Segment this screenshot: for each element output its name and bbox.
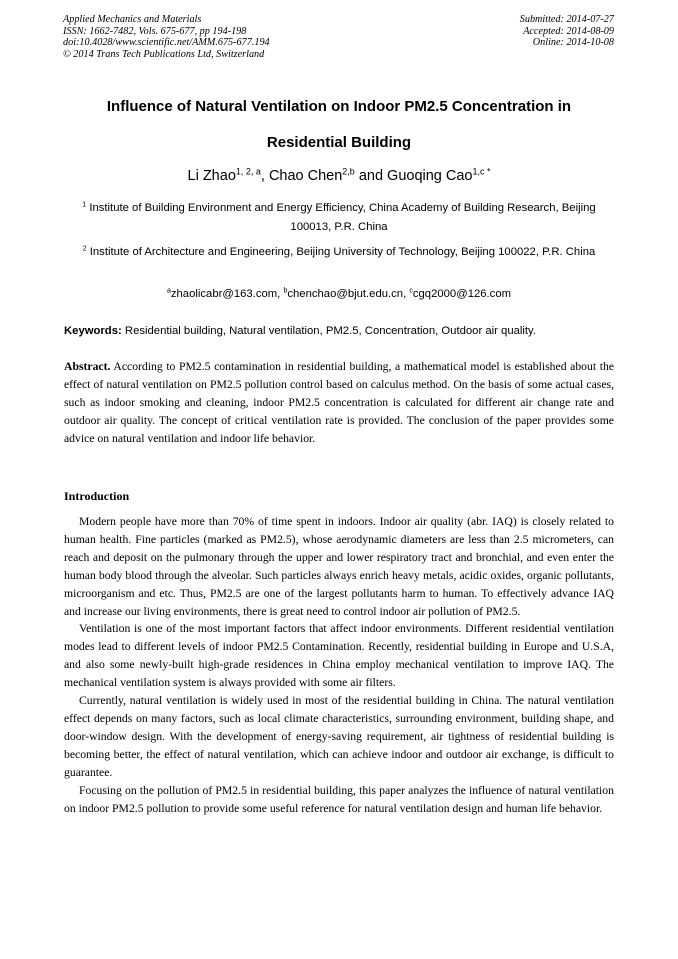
affiliation-2	[64, 243, 614, 262]
abstract-label: Abstract.	[64, 360, 111, 373]
paper-title	[40, 89, 638, 161]
affiliation-number: 1	[82, 201, 87, 209]
email-mark: b	[283, 287, 288, 295]
author-name: Li Zhao	[187, 168, 236, 184]
author-affiliation-mark: 2,b	[342, 166, 355, 177]
email-address: zhaolicabr@163.com,	[170, 288, 284, 300]
author-affiliation-mark: 1,c *	[472, 166, 491, 177]
email-address: chenchao@bjut.edu.cn,	[287, 288, 410, 300]
email-address: cgq2000@126.com	[412, 288, 512, 300]
affiliation-1	[64, 199, 614, 237]
abstract-paragraph	[64, 358, 614, 448]
email-mark: c	[409, 287, 413, 295]
email-mark: a	[166, 287, 171, 295]
author-list	[40, 167, 638, 185]
keywords-text: Residential building, Natural ventilation, PM2.5, Concentration, Outdoor air quality.	[121, 325, 536, 337]
paragraph: Modern people have more than 70% of time spent in indoors. Indoor air quality (abr. IAQ) is closely related to human health. Fine particles (marked as PM2.5), whose aerodynamic diameters are less than 2.5 micrometers, can reach and deposit on the pulmonary through the upper and lower respiratory tract and bronchial, and even enter the human body blood through the alveolar. Such particles always enrich heavy metals, acidic oxides, organic pollutants, microorganism and etc. Thus, PM2.5 are one of the largest pollutants harm to human. To effectively advance IAQ and increase our living environments, there is great need to control indoor air pollution of PM2.5.	[64, 515, 614, 618]
paragraph: Ventilation is one of the most important factors that affect indoor environments. Different residential ventilation modes lead to different levels of indoor PM2.5 Contamination. Recently, residential building in Europe and U.S.A, and also some newly-built high-grade residences in China employ mechanical ventilation to improve IAQ. The mechanical ventilation system is always provided with some air filters.	[64, 622, 614, 690]
affiliation-number: 2	[82, 245, 87, 253]
doi-line: doi:10.4028/www.scientific.net/AMM.675-677.194	[63, 37, 270, 49]
title-line-1: Influence of Natural Ventilation on Indoor PM2.5 Concentration in	[106, 98, 572, 115]
journal-header	[63, 14, 270, 60]
copyright-line: © 2014 Trans Tech Publications Ltd, Switzerland	[63, 48, 265, 60]
abstract-text: According to PM2.5 contamination in residential building, a mathematical model is established about the effect of natural ventilation on PM2.5 pollution control based on calculus method. On the basis of some actual cases, such as indoor smoking and cleaning, indoor PM2.5 concentration is calculated for different air change rate and outdoor air quality. The concept of critical ventilation rate is provided. The conclusion of the paper provides some advice on natural ventilation and indoor life behavior.	[64, 360, 614, 445]
affiliation-text: Institute of Building Environment and Energy Efficiency, China Academy of Building Research, Beijing 100013, P.R. China	[86, 202, 596, 233]
issn-line: ISSN: 1662-7482, Vols. 675-677, pp 194-198	[63, 25, 247, 37]
author-affiliation-mark: 1, 2, a	[235, 166, 261, 177]
title-line-2: Residential Building	[266, 134, 412, 151]
online-date: Online: 2014-10-08	[532, 37, 614, 49]
author-name: Chao Chen	[268, 168, 343, 184]
paragraph: Currently, natural ventilation is widely used in most of the residential building in China. The natural ventilation effect depends on many factors, such as local climate characteristics, surrounding environment, building shape, and door-window design. With the development of energy-saving requirement, air tightness of residential building is becoming better, the effect of natural ventilation, which can achieve indoor and outdoor air exchange, is difficult to guarantee.	[64, 694, 614, 779]
paragraph: Focusing on the pollution of PM2.5 in residential building, this paper analyzes the influence of natural ventilation on indoor PM2.5 pollution to provide some useful reference for natural ventilation design and human life behavior.	[64, 783, 614, 815]
dates-header	[520, 14, 614, 49]
affiliation-text: Institute of Architecture and Engineering, Beijing University of Technology, Beijing 100022, P.R. China	[86, 246, 596, 258]
email-list	[64, 285, 614, 303]
abstract	[64, 358, 614, 448]
keywords-label: Keywords:	[64, 325, 122, 337]
author-separator: ,	[260, 168, 269, 184]
accepted-date: Accepted: 2014-08-09	[523, 25, 614, 37]
introduction-body	[64, 513, 614, 817]
journal-name: Applied Mechanics and Materials	[63, 14, 202, 25]
author-separator: and	[354, 168, 388, 184]
submitted-date: Submitted: 2014-07-27	[519, 14, 614, 25]
section-heading-introduction: Introduction	[64, 489, 130, 503]
keywords	[64, 323, 624, 339]
author-name: Guoqing Cao	[387, 168, 473, 184]
